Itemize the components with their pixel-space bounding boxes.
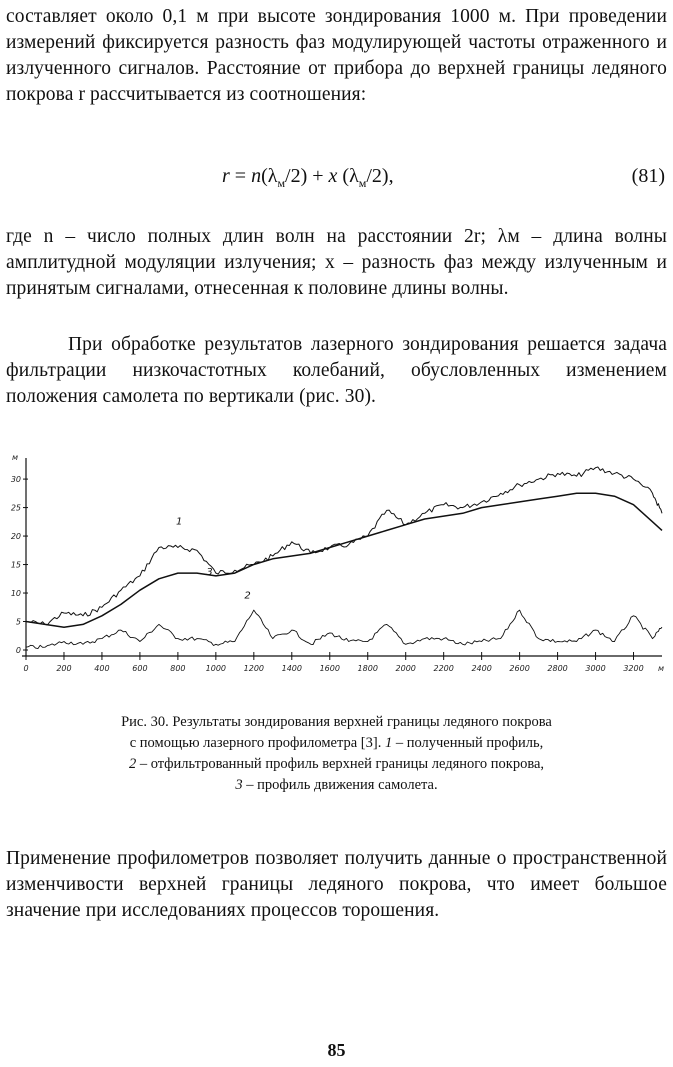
x-tick-label: 2400 [471, 664, 492, 673]
x-tick-label: 1000 [205, 664, 227, 673]
formula-part2: /2) + [285, 165, 329, 187]
figure-caption [0, 712, 673, 796]
paragraph-conclusion: Применение профилометров позволяет получить данные о пространственной изменчивости верхней границы ледяного покрова, что имеет большое значение при исследованиях процессов торошения. [6, 848, 667, 921]
formula-n: n [251, 165, 262, 187]
x-tick-label: 800 [170, 664, 186, 673]
paragraph-intro: составляет около 0,1 м при высоте зондирования 1000 м. При проведении измерений фиксируется разность фаз модулирующей частоты отраженного и излученного сигналов. Расстояние от прибора до верхней границы ледяного покрова r рассчитывается из соотношения: [6, 6, 667, 105]
caption-line-4 [0, 775, 673, 796]
page-number: 85 [327, 1040, 346, 1060]
figure-30-chart [0, 444, 673, 689]
paragraph-processing: При обработке результатов лазерного зондирования решается задача фильтрации низкочастотных колебаний, обусловленных изменением положения самолета по вертикали (рис. 30). [6, 334, 667, 407]
x-tick-label: 1400 [281, 664, 302, 673]
paragraph-where: где n – число полных длин волн на расстоянии 2r; λм – длина волны амплитудной модуляции излучения; x – разность фаз между излученным и принятым сигналами, отнесенная к половине длины волны. [6, 226, 667, 299]
x-tick-label: 3200 [623, 664, 644, 673]
formula-x: x [328, 165, 338, 187]
x-tick-label: 200 [56, 664, 72, 673]
formula-81 [0, 165, 673, 195]
chart-series [26, 467, 662, 649]
y-tick-label: 5 [15, 617, 21, 627]
y-axis-unit: м [12, 453, 19, 462]
chart-ticks [11, 453, 664, 673]
x-tick-label: 1600 [319, 664, 340, 673]
formula-part4: /2), [366, 165, 394, 187]
caption-line-4-rest: – профиль движения самолета. [242, 777, 438, 793]
caption-num-3: 3 [235, 777, 243, 793]
y-tick-label: 10 [10, 589, 21, 599]
formula-sub2: м [358, 176, 367, 190]
x-tick-label: 2000 [395, 664, 416, 673]
x-tick-label: 2600 [509, 664, 530, 673]
x-tick-label: 600 [132, 664, 148, 673]
x-tick-label: 3000 [585, 664, 606, 673]
series-1-line [26, 467, 662, 625]
curve-label-2: 2 [244, 590, 251, 602]
series-3-line [26, 493, 662, 627]
chart-axes [22, 458, 662, 656]
x-axis-unit: м [658, 664, 665, 673]
caption-line-2-text: с помощью лазерного профилометра [3]. [129, 735, 385, 751]
curve-label-3: 3 [206, 566, 213, 578]
formula-part3: (λ [337, 165, 359, 187]
caption-line-3-rest: – отфильтрованный профиль верхней границы ледяного покрова, [136, 756, 545, 772]
chart-labels [176, 517, 251, 602]
series-2-line [26, 610, 662, 649]
y-tick-label: 25 [10, 503, 21, 513]
x-tick-label: 2800 [547, 664, 568, 673]
y-tick-label: 20 [10, 532, 21, 542]
caption-line-2 [0, 733, 673, 754]
caption-line-2-rest: – полученный профиль, [392, 735, 544, 751]
formula-part1: (λ [261, 165, 278, 187]
x-tick-label: 2200 [433, 664, 454, 673]
x-tick-label: 1800 [357, 664, 378, 673]
caption-num-2: 2 [128, 756, 137, 772]
x-tick-label: 0 [23, 664, 29, 673]
formula-number: (81) [631, 165, 665, 187]
caption-line-1: Рис. 30. Результаты зондирования верхней границы ледяного покрова [121, 714, 552, 730]
formula-eq: = [229, 165, 252, 187]
curve-label-1: 1 [175, 516, 183, 528]
caption-line-3 [0, 754, 673, 775]
x-tick-label: 1200 [243, 664, 265, 673]
y-tick-label: 30 [10, 475, 21, 485]
y-tick-label: 0 [15, 646, 21, 655]
formula-sub1: м [277, 176, 286, 190]
formula-expression [222, 165, 394, 191]
caption-num-1: 1 [384, 735, 393, 751]
y-tick-label: 15 [10, 560, 21, 570]
x-tick-label: 400 [94, 664, 110, 673]
formula-r: r [222, 165, 230, 187]
